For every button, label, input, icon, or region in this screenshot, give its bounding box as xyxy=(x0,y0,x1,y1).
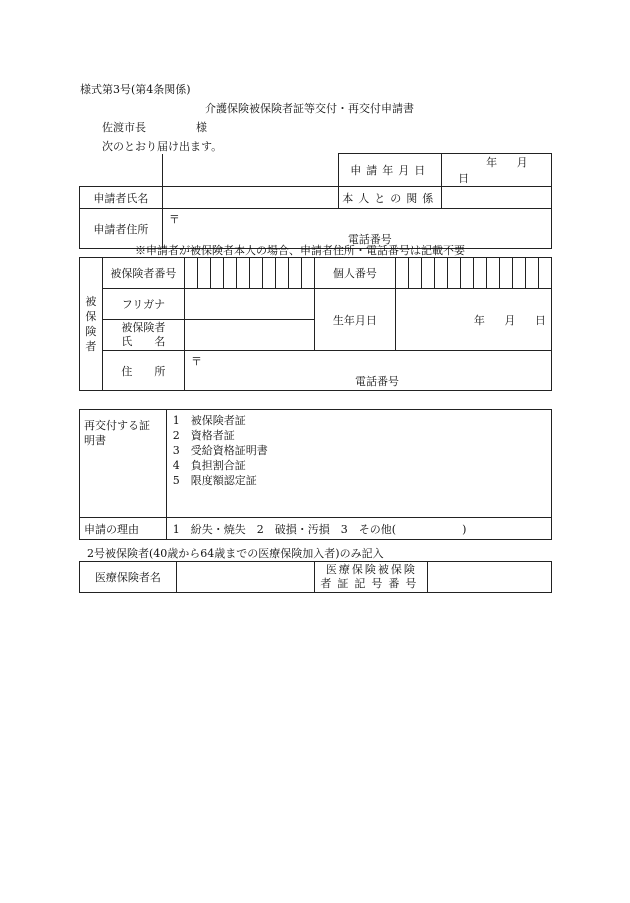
applicant-table xyxy=(79,153,552,249)
reissue-table xyxy=(79,409,552,540)
reason-label: 申請の理由 xyxy=(80,518,167,540)
honorific: 様 xyxy=(196,121,207,134)
date-month: 月 xyxy=(516,156,528,169)
insured-phone-label: 電話番号 xyxy=(354,375,399,388)
insured-name-label: 被保険者 氏 名 xyxy=(102,320,184,351)
reason-options[interactable]: 1 紛失・焼失 2 破損・汚損 3 その他( ) xyxy=(166,518,551,540)
card-number-label: 医療保険被保険 者証記号番号 xyxy=(315,562,428,593)
applicant-name-field[interactable] xyxy=(162,187,339,209)
same-person-note: ※申請者が被保険者本人の場合、申請者住所・電話番号は記載不要 xyxy=(135,244,465,257)
insured-address-label: 住 所 xyxy=(102,351,184,391)
relation-field[interactable] xyxy=(442,187,552,209)
insured-number-digit[interactable] xyxy=(223,258,236,289)
medical-insurer-label: 医療保険者名 xyxy=(80,562,177,593)
birth-year: 年 xyxy=(473,313,485,327)
birth-day: 日 xyxy=(534,313,546,327)
insured-number-digit[interactable] xyxy=(197,258,210,289)
insured-number-digit[interactable] xyxy=(184,258,197,289)
insured-name-field[interactable] xyxy=(184,320,314,351)
furigana-label: フリガナ xyxy=(102,289,184,320)
addressee: 佐渡市長 xyxy=(102,121,146,134)
relation-label: 本人との関係 xyxy=(339,187,442,209)
insured-number-label: 被保険者番号 xyxy=(102,258,184,289)
applicant-phone-label: 電話番号 xyxy=(347,233,392,246)
insured-number-digit[interactable] xyxy=(236,258,249,289)
reissue-option[interactable]: 2 資格者証 xyxy=(172,429,235,442)
intro-text: 次のとおり届け出ます。 xyxy=(102,140,223,153)
individual-number-digit[interactable] xyxy=(460,258,473,289)
reissue-option[interactable]: 3 受給資格証明書 xyxy=(172,444,268,457)
individual-number-digit[interactable] xyxy=(434,258,447,289)
applicant-address-label: 申請者住所 xyxy=(80,209,163,249)
card-number-field[interactable] xyxy=(428,562,552,593)
application-date-field[interactable] xyxy=(442,154,552,187)
secondary-note: 2号被保険者(40歳から64歳までの医療保険加入者)のみ記入 xyxy=(87,547,384,560)
individual-number-digit[interactable] xyxy=(538,258,551,289)
individual-number-digit[interactable] xyxy=(395,258,408,289)
secondary-table xyxy=(79,561,552,593)
reissue-option[interactable]: 4 負担割合証 xyxy=(172,459,246,472)
insured-number-digit[interactable] xyxy=(249,258,262,289)
postal-mark: 〒 xyxy=(190,355,202,368)
application-date-label: 申請年月日 xyxy=(339,154,442,187)
individual-number-digit[interactable] xyxy=(421,258,434,289)
insured-table xyxy=(79,257,552,391)
reissue-option[interactable]: 5 限度額認定証 xyxy=(172,474,257,487)
individual-number-digit[interactable] xyxy=(525,258,538,289)
reissue-options[interactable] xyxy=(166,410,551,518)
insured-number-digit[interactable] xyxy=(210,258,223,289)
birth-month: 月 xyxy=(504,313,516,327)
individual-number-digit[interactable] xyxy=(473,258,486,289)
insured-address-field[interactable] xyxy=(184,351,551,391)
insured-number-digit[interactable] xyxy=(262,258,275,289)
individual-number-digit[interactable] xyxy=(408,258,421,289)
individual-number-digit[interactable] xyxy=(486,258,499,289)
reissue-label: 再交付する証 明書 xyxy=(80,410,167,518)
form-title: 介護保険被保険者証等交付・再交付申請書 xyxy=(205,102,414,115)
individual-number-digit[interactable] xyxy=(499,258,512,289)
insured-number-digit[interactable] xyxy=(301,258,314,289)
date-day: 日 xyxy=(458,172,470,185)
medical-insurer-field[interactable] xyxy=(176,562,315,593)
birthdate-field[interactable] xyxy=(395,289,551,351)
insured-number-digit[interactable] xyxy=(275,258,288,289)
applicant-name-label: 申請者氏名 xyxy=(80,187,163,209)
individual-number-digit[interactable] xyxy=(447,258,460,289)
birthdate-label: 生年月日 xyxy=(314,289,395,351)
reissue-option[interactable]: 1 被保険者証 xyxy=(172,414,246,427)
postal-mark: 〒 xyxy=(168,213,180,226)
insured-side-label: 被保険者 xyxy=(80,258,103,391)
insured-number-digit[interactable] xyxy=(288,258,301,289)
date-year: 年 xyxy=(486,156,498,169)
form-number: 様式第3号(第4条関係) xyxy=(80,83,191,96)
furigana-field[interactable] xyxy=(184,289,314,320)
individual-number-digit[interactable] xyxy=(512,258,525,289)
individual-number-label: 個人番号 xyxy=(314,258,395,289)
